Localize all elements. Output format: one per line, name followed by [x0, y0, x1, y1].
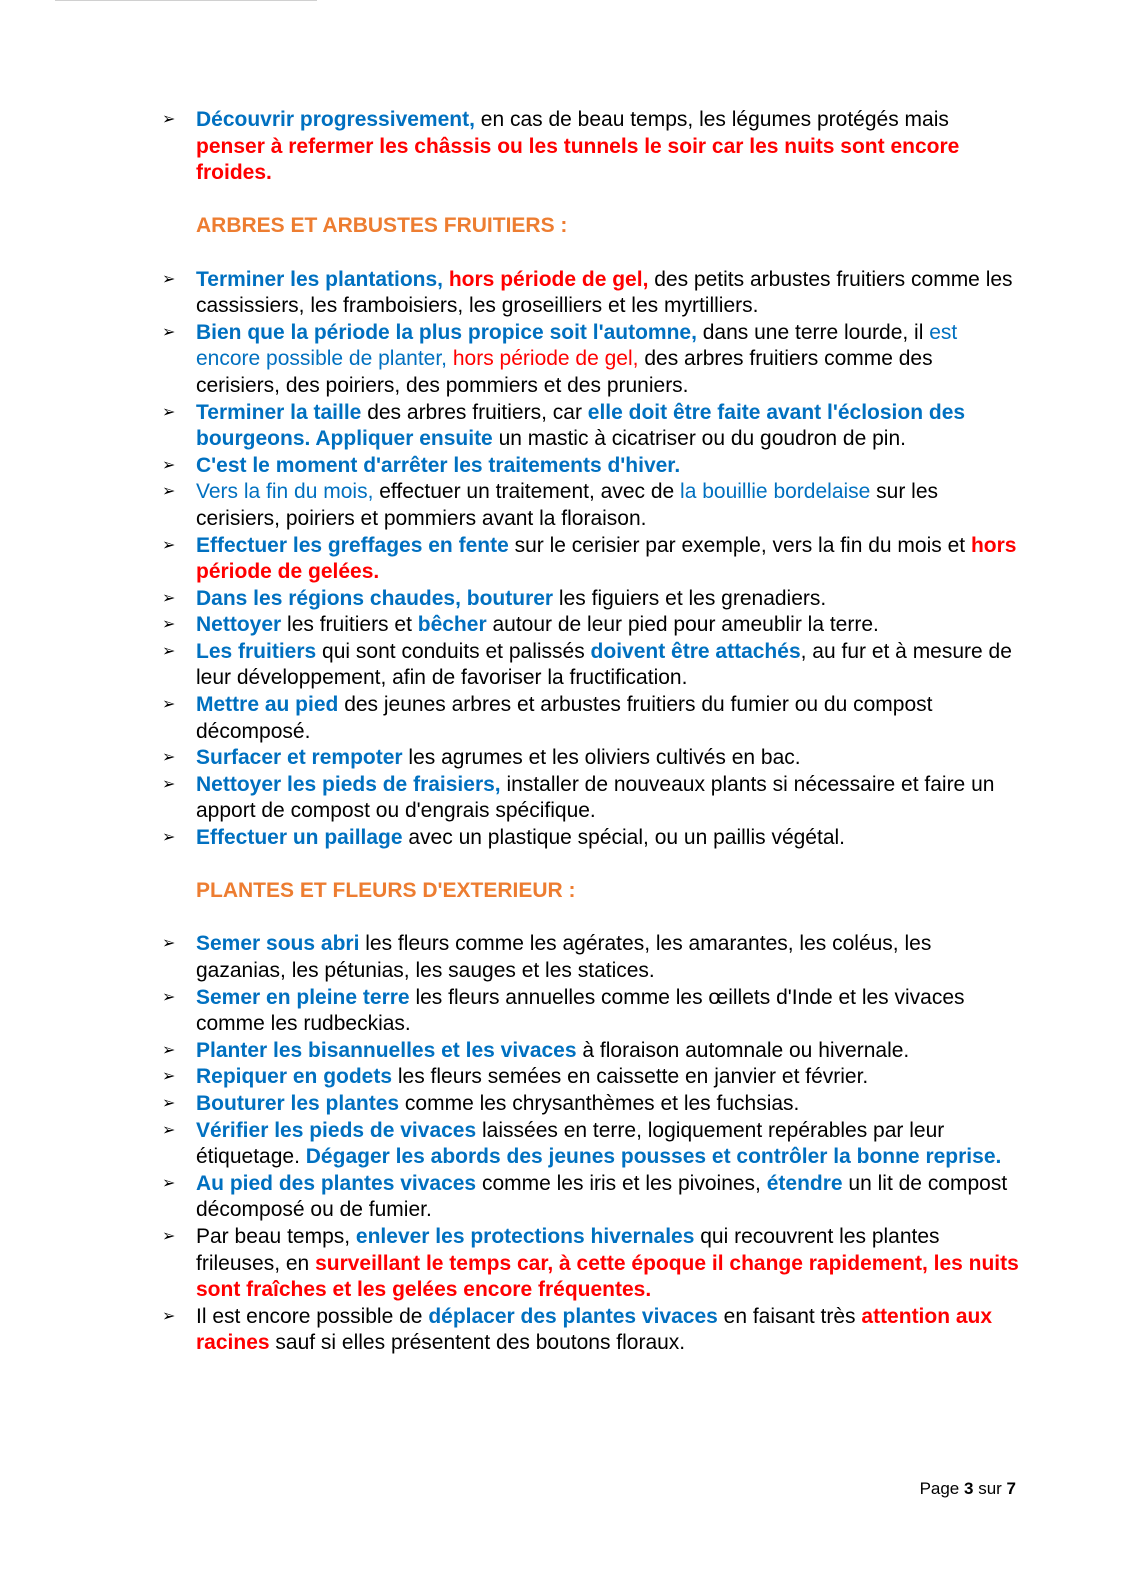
- text-segment: Bien que la période la plus propice soit l'automne,: [196, 320, 697, 344]
- current-page-number: 3: [964, 1479, 974, 1498]
- text-segment: comme les chrysanthèmes et les fuchsias.: [399, 1091, 800, 1115]
- text-segment: Effectuer les greffages en fente: [196, 533, 509, 557]
- text-segment: Semer sous abri: [196, 932, 360, 956]
- text-segment: qui sont conduits et palissés: [316, 639, 591, 663]
- text-segment: sauf si elles présentent des boutons floraux.: [269, 1331, 686, 1355]
- text-segment: des arbres fruitiers comme des cerisiers, des poiriers, des pommiers et des pruniers.: [196, 347, 933, 397]
- bullet-arrow-icon: ➢: [162, 403, 176, 421]
- bullet-arrow-icon: ➢: [162, 775, 176, 793]
- list-item: [150, 692, 1020, 745]
- text-segment: les fleurs semées en caissette en janvier et février.: [392, 1065, 869, 1089]
- bullet-arrow-icon: ➢: [162, 270, 176, 288]
- text-segment: Effectuer un paillage: [196, 826, 403, 850]
- text-segment: Repiquer en godets: [196, 1065, 393, 1089]
- bullet-arrow-icon: ➢: [162, 456, 176, 474]
- bullet-arrow-icon: ➢: [162, 616, 176, 634]
- text-segment: des petits arbustes fruitiers comme les cassissiers, les framboisiers, les groseilliers et les myrtilliers.: [196, 267, 1013, 318]
- text-segment: Vers la fin du mois,: [196, 480, 374, 504]
- text-segment: Bouturer les plantes: [196, 1091, 400, 1115]
- text-segment: Surfacer et rempoter: [196, 746, 403, 770]
- text-segment: Vérifier les pieds de vivaces: [196, 1118, 477, 1142]
- page-footer: [866, 1479, 1016, 1499]
- text-segment: dans une terre lourde, il: [696, 320, 930, 344]
- list-item: [150, 1224, 1020, 1304]
- list-item: [150, 1304, 1020, 1357]
- list-item: [150, 1091, 1020, 1118]
- text-segment: doivent être attachés: [590, 639, 801, 663]
- list-item: [150, 639, 1020, 692]
- page-label: Page: [919, 1479, 964, 1498]
- text-segment: en cas de beau temps, les légumes protégés mais: [474, 108, 949, 131]
- text-segment: à floraison automnale ou hivernale.: [576, 1038, 910, 1062]
- text-segment: les fleurs comme les agérates, les amarantes, les coléus, les gazanias, les pétunias, les sauges et les statices.: [196, 932, 932, 982]
- text-segment: attention aux racines: [196, 1304, 993, 1355]
- bullet-arrow-icon: ➢: [162, 1094, 176, 1112]
- text-segment: en faisant très: [717, 1304, 862, 1328]
- list-item: [150, 400, 1020, 453]
- list-item: [150, 931, 1020, 984]
- bullet-arrow-icon: ➢: [162, 536, 176, 554]
- text-segment: laissées en terre, logiquement repérables par leur étiquetage.: [196, 1118, 945, 1169]
- text-segment: Terminer les plantations,: [196, 267, 444, 291]
- text-segment: penser à refermer les châssis ou les tunnels le soir car les nuits sont encore froides.: [196, 134, 960, 185]
- list-item: [150, 453, 1020, 480]
- list-item: [150, 267, 1020, 320]
- text-segment: Terminer la taille: [196, 400, 362, 424]
- list-item: [150, 479, 1020, 532]
- text-segment: Nettoyer les pieds de fraisiers,: [196, 772, 501, 796]
- bullet-arrow-icon: ➢: [162, 1068, 176, 1086]
- bullet-arrow-icon: ➢: [162, 988, 176, 1006]
- text-segment: installer de nouveaux plants si nécessaire et faire un apport de compost ou d'engrais spécifique.: [196, 772, 995, 823]
- text-segment: Les fruitiers: [196, 639, 317, 663]
- text-segment: sur les cerisiers, poiriers et pommiers avant la floraison.: [196, 480, 939, 530]
- text-segment: Découvrir progressivement,: [196, 108, 475, 131]
- text-segment: qui recouvrent les plantes frileuses, en: [196, 1224, 940, 1275]
- text-segment: Mettre au pied: [196, 693, 339, 717]
- text-segment: un lit de compost décomposé ou de fumier.: [196, 1171, 1008, 1222]
- bullet-arrow-icon: ➢: [162, 696, 176, 714]
- section-heading: PLANTES ET FLEURS D'EXTERIEUR :: [196, 879, 576, 903]
- text-segment: les agrumes et les oliviers cultivés en bac.: [402, 746, 801, 770]
- bullet-arrow-icon: ➢: [162, 589, 176, 607]
- text-segment: Il est encore possible de: [196, 1304, 429, 1328]
- total-pages: 7: [1006, 1479, 1016, 1498]
- list-item: [150, 745, 1020, 772]
- text-segment: comme les iris et les pivoines,: [476, 1171, 767, 1195]
- bullet-arrow-icon: ➢: [162, 1041, 176, 1059]
- page-separator: sur: [973, 1479, 1007, 1498]
- text-segment: est encore possible de planter,: [196, 320, 958, 371]
- bullet-arrow-icon: ➢: [162, 1121, 176, 1139]
- text-segment: étendre: [766, 1171, 843, 1195]
- list-item: [150, 772, 1020, 825]
- list-item: [150, 985, 1020, 1038]
- text-segment: les figuiers et les grenadiers.: [553, 586, 827, 610]
- bullet-arrow-icon: ➢: [162, 483, 176, 501]
- bullet-arrow-icon: ➢: [162, 323, 176, 341]
- text-segment: hors période de gel,: [452, 347, 639, 371]
- bullet-arrow-icon: ➢: [162, 749, 176, 767]
- list-item: [150, 107, 1020, 187]
- list-item: [150, 612, 1020, 639]
- text-segment: hors période de gel,: [448, 267, 649, 291]
- text-segment: Par beau temps,: [196, 1224, 356, 1248]
- text-segment: C'est le moment d'arrêter les traitements d'hiver.: [196, 453, 681, 477]
- text-segment: Semer en pleine terre: [196, 985, 410, 1009]
- document-body: [150, 107, 1020, 1357]
- text-segment: surveillant le temps car, à cette époque il change rapidement, les nuits sont fraîches et les gelées encore fréquentes.: [196, 1251, 1019, 1302]
- text-segment: déplacer des plantes vivaces: [428, 1304, 718, 1328]
- list-item: [150, 320, 1020, 400]
- text-segment: un mastic à cicatriser ou du goudron de pin.: [492, 427, 906, 451]
- list-item: [150, 1171, 1020, 1224]
- text-segment: Dans les régions chaudes, bouturer: [196, 586, 554, 610]
- text-segment: , au fur et à mesure de leur développement, afin de favoriser la fructification.: [196, 639, 1012, 690]
- header-divider: [55, 0, 317, 1]
- text-segment: elle doit être faite avant l'éclosion des bourgeons. Appliquer ensuite: [196, 400, 966, 451]
- list-item: [150, 1118, 1020, 1171]
- text-segment: les fleurs annuelles comme les œillets d'Inde et les vivaces comme les rudbeckias.: [196, 985, 965, 1036]
- text-segment: Planter les bisannuelles et les vivaces: [196, 1038, 577, 1062]
- text-segment: effectuer un traitement, avec de: [373, 480, 681, 504]
- text-segment: les fruitiers et: [281, 613, 418, 637]
- bullet-arrow-icon: ➢: [162, 935, 176, 953]
- text-segment: Dégager les abords des jeunes pousses et contrôler la bonne reprise.: [305, 1145, 1002, 1169]
- text-segment: bêcher: [417, 613, 487, 637]
- list-item: [150, 825, 1020, 852]
- text-segment: hors période de gelées.: [196, 533, 1017, 584]
- text-segment: la bouillie bordelaise: [680, 480, 871, 504]
- text-segment: autour de leur pied pour ameublir la terre.: [486, 613, 879, 637]
- list-item: [150, 1064, 1020, 1091]
- list-item: [150, 1038, 1020, 1065]
- text-segment: sur le cerisier par exemple, vers la fin du mois et: [508, 533, 971, 557]
- text-segment: Nettoyer: [196, 613, 282, 637]
- text-segment: des jeunes arbres et arbustes fruitiers du fumier ou du compost décomposé.: [196, 693, 933, 743]
- text-segment: enlever les protections hivernales: [355, 1224, 695, 1248]
- text-segment: des arbres fruitiers, car: [361, 400, 588, 424]
- text-segment: Au pied des plantes vivaces: [196, 1171, 477, 1195]
- section-heading: ARBRES ET ARBUSTES FRUITIERS :: [196, 214, 568, 238]
- bullet-arrow-icon: ➢: [162, 1174, 176, 1192]
- bullet-arrow-icon: ➢: [162, 111, 176, 128]
- text-segment: avec un plastique spécial, ou un paillis végétal.: [402, 826, 845, 850]
- list-item: [150, 586, 1020, 613]
- bullet-arrow-icon: ➢: [162, 642, 176, 660]
- list-item: [150, 533, 1020, 586]
- bullet-arrow-icon: ➢: [162, 829, 176, 847]
- bullet-arrow-icon: ➢: [162, 1307, 176, 1325]
- bullet-arrow-icon: ➢: [162, 1227, 176, 1245]
